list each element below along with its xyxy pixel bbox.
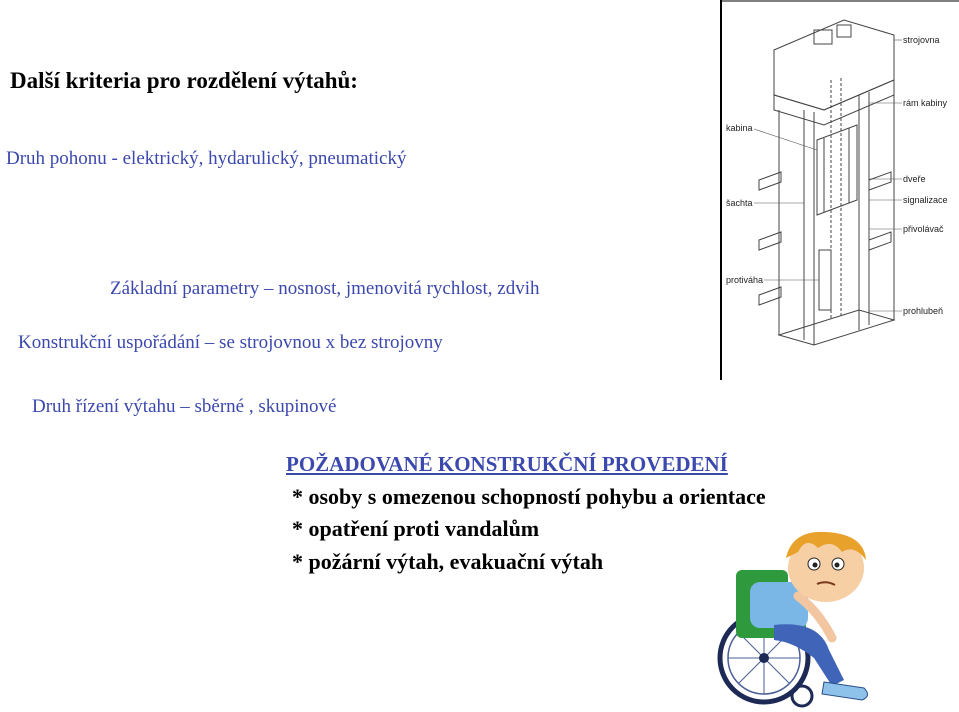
drive-type-line: Druh pohonu - elektrický, hydarulický, pneumatický — [6, 148, 407, 169]
label-prohlubne: prohlubeň — [903, 306, 944, 316]
construction-layout-line: Konstrukční uspořádání – se strojovnou x bez strojovny — [18, 332, 443, 353]
basic-parameters-line: Základní parametry – nosnost, jmenovitá rychlost, zdvih — [110, 278, 540, 299]
page-title: Další kriteria pro rozdělení výtahů: — [10, 68, 358, 93]
elevator-shaft-diagram — [719, 0, 959, 380]
wheelchair-boy-illustration — [714, 530, 904, 712]
label-ram-kabiny: rám kabiny — [903, 98, 948, 108]
label-strojovna: strojovna — [903, 35, 940, 45]
requirements-heading: POŽADOVANÉ KONSTRUKČNÍ PROVEDENÍ — [286, 452, 728, 476]
requirement-item: * opatření proti vandalům — [292, 516, 540, 541]
requirement-item: * osoby s omezenou schopností pohybu a orientace — [292, 484, 766, 509]
label-kabina: kabina — [726, 123, 753, 133]
label-protivaha: protiváha — [726, 275, 764, 285]
label-privolavac: přivolávač — [903, 224, 944, 234]
requirement-item: * požární výtah, evakuační výtah — [292, 549, 604, 574]
control-type-line: Druh řízení výtahu – sběrné , skupinové — [32, 396, 337, 417]
label-sachta: šachta — [726, 198, 753, 208]
label-dvere: dveře — [903, 174, 926, 184]
label-signalizace: signalizace — [903, 195, 948, 205]
